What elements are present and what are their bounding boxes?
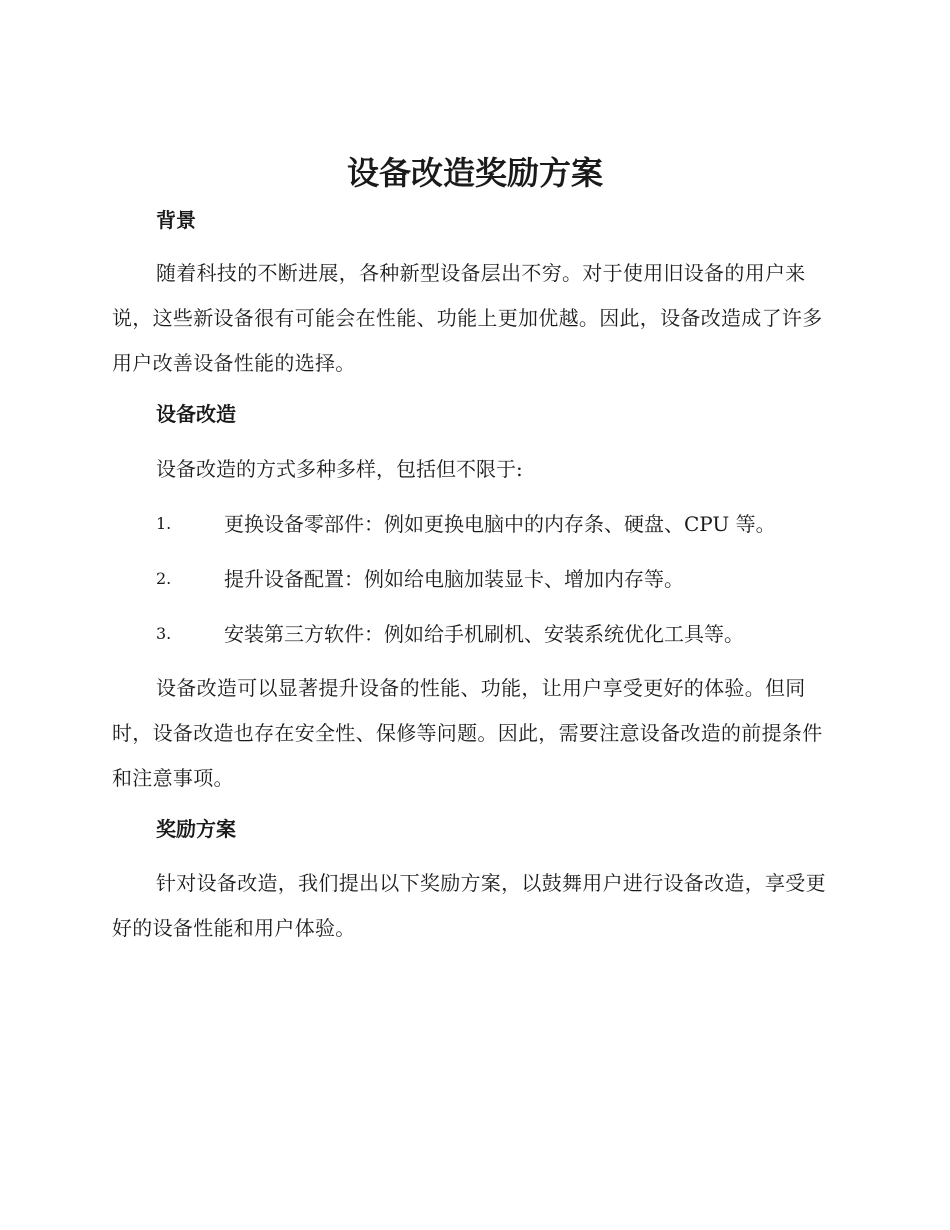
list-number: 3. xyxy=(156,624,172,643)
list-number: 1. xyxy=(156,514,172,533)
list-text: 提升设备配置：例如给电脑加装显卡、增加内存等。 xyxy=(224,567,684,591)
list-item xyxy=(156,620,744,648)
list-number: 2. xyxy=(156,569,172,588)
renovation-intro: 设备改造的方式多种多样，包括但不限于: xyxy=(156,457,523,481)
background-paragraph: 随着科技的不断进展，各种新型设备层出不穷。对于使用旧设备的用户来说，这些新设备很有可能会在性能、功能上更加优越。因此，设备改造成了许多用户改善设备性能的选择。 xyxy=(112,261,823,375)
renovation-paragraph: 设备改造可以显著提升设备的性能、功能，让用户享受更好的体验。但同时，设备改造也存在安全性、保修等问题。因此，需要注意设备改造的前提条件和注意事项。 xyxy=(112,676,823,790)
section-heading-reward: 奖励方案 xyxy=(156,817,236,841)
section-heading-background: 背景 xyxy=(156,208,196,232)
list-text: 安装第三方软件：例如给手机刷机、安装系统优化工具等。 xyxy=(224,622,744,646)
reward-paragraph: 针对设备改造，我们提出以下奖励方案，以鼓舞用户进行设备改造，享受更好的设备性能和用户体验。 xyxy=(112,871,826,940)
list-item xyxy=(156,565,684,593)
list-text: 更换设备零部件：例如更换电脑中的内存条、硬盘、CPU 等。 xyxy=(224,512,776,536)
section-heading-renovation: 设备改造 xyxy=(156,402,236,426)
document-title: 设备改造奖励方案 xyxy=(346,154,603,192)
list-item xyxy=(156,510,776,538)
